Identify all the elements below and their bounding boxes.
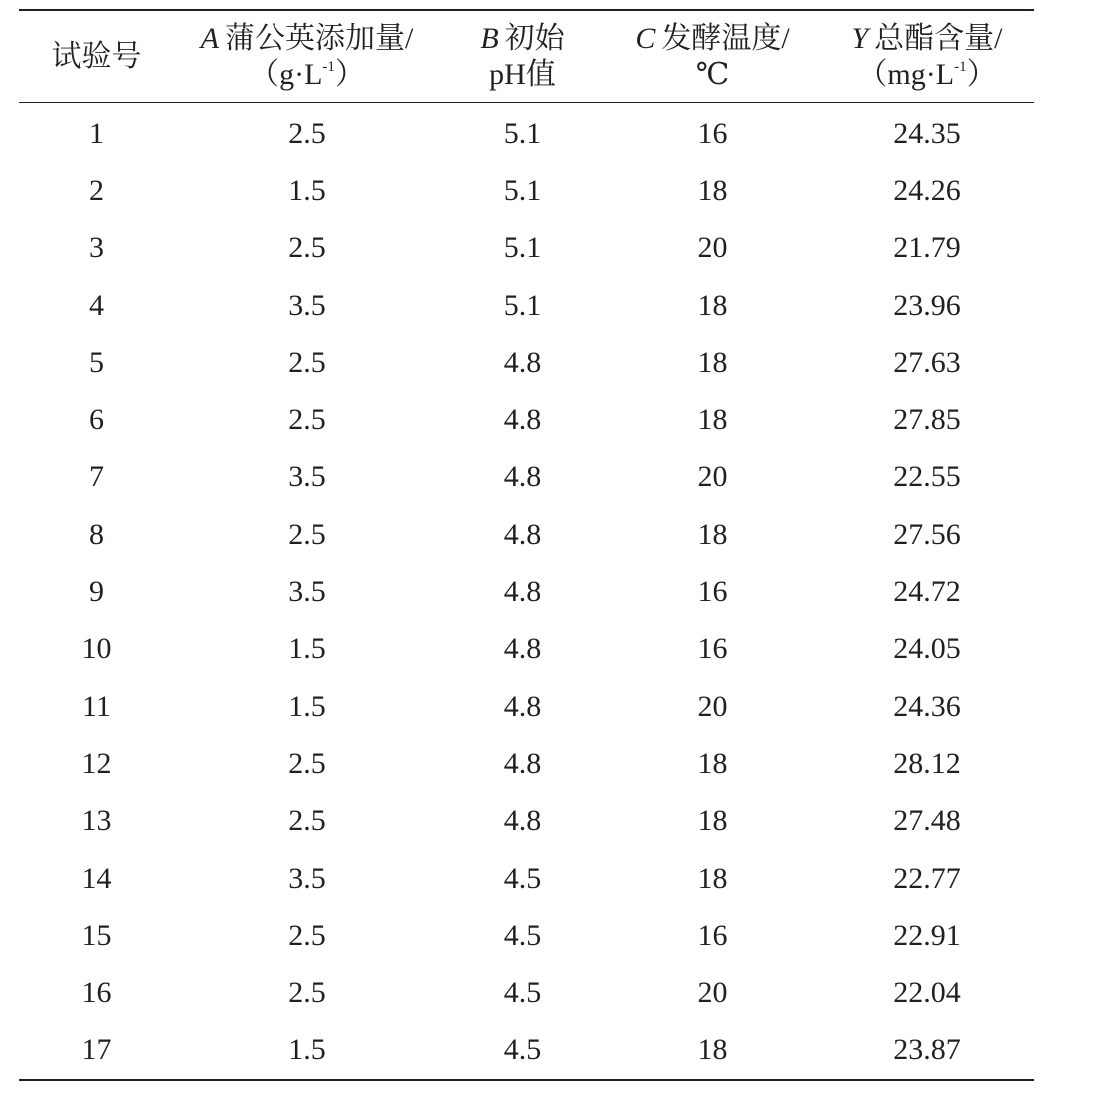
header-y-line1 [820, 21, 1034, 57]
table-row [19, 449, 1034, 506]
cell-a: 3.5 [288, 575, 326, 609]
cell-a: 1.5 [288, 632, 326, 666]
cell-b: 4.8 [503, 575, 542, 609]
cell-a: 2.5 [288, 976, 326, 1010]
header-a-close: ） [334, 57, 365, 91]
header-row [19, 10, 1034, 103]
table-body [19, 103, 1034, 1081]
cell-a: 3.5 [288, 288, 326, 322]
cell-y: 24.36 [893, 689, 961, 723]
cell-a: 2.5 [288, 231, 326, 265]
cell-trial: 11 [82, 689, 111, 723]
table-row [19, 391, 1034, 448]
cell-trial: 9 [89, 575, 104, 609]
header-y-var: Y [851, 21, 869, 55]
cell-c: 18 [697, 1033, 728, 1067]
cell-y: 21.79 [893, 231, 961, 265]
header-a-name: 蒲公英添加量/ [224, 21, 414, 55]
table-row [19, 563, 1034, 620]
header-a-var: A [200, 21, 219, 55]
cell-trial: 15 [81, 918, 112, 952]
cell-trial: 4 [89, 288, 104, 322]
header-c-var: C [635, 21, 656, 55]
cell-y: 24.26 [893, 173, 961, 207]
cell-y: 27.85 [893, 403, 961, 437]
table-row [19, 735, 1034, 792]
table-header [19, 10, 1034, 103]
table-row [19, 162, 1034, 219]
cell-c: 18 [697, 345, 728, 379]
table-row [19, 277, 1034, 334]
cell-y: 22.77 [893, 861, 961, 895]
table-row [19, 621, 1034, 678]
cell-a: 2.5 [288, 345, 326, 379]
cell-b: 4.8 [503, 345, 542, 379]
cell-c: 18 [697, 804, 728, 838]
cell-y: 24.35 [893, 116, 961, 150]
cell-c: 18 [697, 288, 728, 322]
cell-a: 1.5 [288, 689, 326, 723]
cell-b: 4.5 [503, 976, 542, 1010]
cell-b: 5.1 [503, 173, 542, 207]
cell-a: 2.5 [288, 804, 326, 838]
cell-b: 4.8 [503, 460, 542, 494]
cell-a: 1.5 [288, 173, 326, 207]
cell-y: 24.72 [893, 575, 961, 609]
cell-c: 20 [697, 976, 728, 1010]
table-row [19, 793, 1034, 850]
header-b-line1 [440, 21, 605, 57]
cell-c: 16 [697, 116, 728, 150]
cell-b: 5.1 [503, 116, 542, 150]
cell-trial: 10 [81, 632, 112, 666]
table-row [19, 678, 1034, 735]
header-y-exp: -1 [954, 58, 967, 75]
cell-trial: 7 [89, 460, 104, 494]
cell-a: 2.5 [288, 746, 326, 780]
table-row [19, 1022, 1034, 1080]
cell-trial: 13 [81, 804, 112, 838]
cell-b: 4.5 [503, 861, 542, 895]
cell-trial: 12 [81, 746, 112, 780]
cell-b: 5.1 [503, 288, 542, 322]
header-b [440, 10, 605, 103]
header-a-exp: -1 [322, 58, 335, 75]
cell-trial: 5 [89, 345, 104, 379]
table-row [19, 506, 1034, 563]
header-c-name: 发酵温度/ [661, 21, 790, 55]
header-a-line1 [174, 21, 440, 57]
cell-y: 23.96 [893, 288, 961, 322]
header-b-var: B [480, 21, 499, 55]
header-y-unit: （mg·L [857, 57, 955, 91]
cell-b: 4.8 [503, 804, 542, 838]
table-row [19, 964, 1034, 1021]
header-a-unit: （g·L [249, 57, 323, 91]
table-row [19, 220, 1034, 277]
results-table [19, 9, 1034, 1081]
cell-c: 18 [697, 517, 728, 551]
header-trial [19, 10, 174, 103]
cell-y: 27.56 [893, 517, 961, 551]
cell-b: 4.5 [503, 918, 542, 952]
cell-trial: 14 [81, 861, 112, 895]
cell-y: 22.55 [893, 460, 961, 494]
header-y-name: 总酯含量/ [874, 21, 1003, 55]
cell-a: 2.5 [288, 517, 326, 551]
header-b-name: 初始 [504, 21, 565, 55]
header-c-unit: ℃ [695, 57, 730, 91]
cell-y: 27.63 [893, 345, 961, 379]
cell-c: 16 [697, 918, 728, 952]
cell-y: 22.04 [893, 976, 961, 1010]
cell-b: 4.8 [503, 632, 542, 666]
cell-y: 24.05 [893, 632, 961, 666]
table-row [19, 850, 1034, 907]
results-table-container [19, 9, 1034, 1081]
cell-a: 2.5 [288, 403, 326, 437]
cell-c: 16 [697, 575, 728, 609]
cell-y: 28.12 [893, 746, 961, 780]
cell-y: 23.87 [893, 1033, 961, 1067]
cell-trial: 8 [89, 517, 104, 551]
table-row [19, 334, 1034, 391]
cell-y: 27.48 [893, 804, 961, 838]
cell-a: 2.5 [288, 918, 326, 952]
cell-a: 1.5 [288, 1033, 326, 1067]
table-row [19, 907, 1034, 964]
cell-c: 18 [697, 173, 728, 207]
cell-b: 4.8 [503, 517, 542, 551]
cell-trial: 16 [81, 976, 112, 1010]
cell-c: 16 [697, 632, 728, 666]
cell-c: 20 [697, 460, 728, 494]
header-y-close: ） [966, 57, 997, 91]
cell-c: 18 [697, 861, 728, 895]
cell-b: 4.5 [503, 1033, 542, 1067]
cell-c: 18 [697, 403, 728, 437]
cell-a: 3.5 [288, 861, 326, 895]
cell-trial: 6 [89, 403, 104, 437]
cell-c: 20 [697, 689, 728, 723]
cell-trial: 2 [89, 173, 104, 207]
cell-b: 4.8 [503, 689, 542, 723]
cell-y: 22.91 [893, 918, 961, 952]
cell-trial: 3 [89, 231, 104, 265]
cell-trial: 1 [89, 116, 104, 150]
header-a [174, 10, 440, 103]
header-y [820, 10, 1034, 103]
cell-a: 2.5 [288, 116, 326, 150]
header-y-line2 [820, 57, 1034, 93]
cell-b: 5.1 [503, 231, 542, 265]
cell-c: 18 [697, 746, 728, 780]
cell-trial: 17 [81, 1033, 112, 1067]
cell-b: 4.8 [503, 403, 542, 437]
header-a-line2 [174, 57, 440, 93]
header-b-unit: pH值 [489, 57, 556, 91]
cell-a: 3.5 [288, 460, 326, 494]
table-row [19, 103, 1034, 163]
cell-c: 20 [697, 231, 728, 265]
cell-b: 4.8 [503, 746, 542, 780]
header-c-line1 [605, 21, 820, 57]
header-trial-label: 试验号 [51, 39, 142, 73]
header-c [605, 10, 820, 103]
